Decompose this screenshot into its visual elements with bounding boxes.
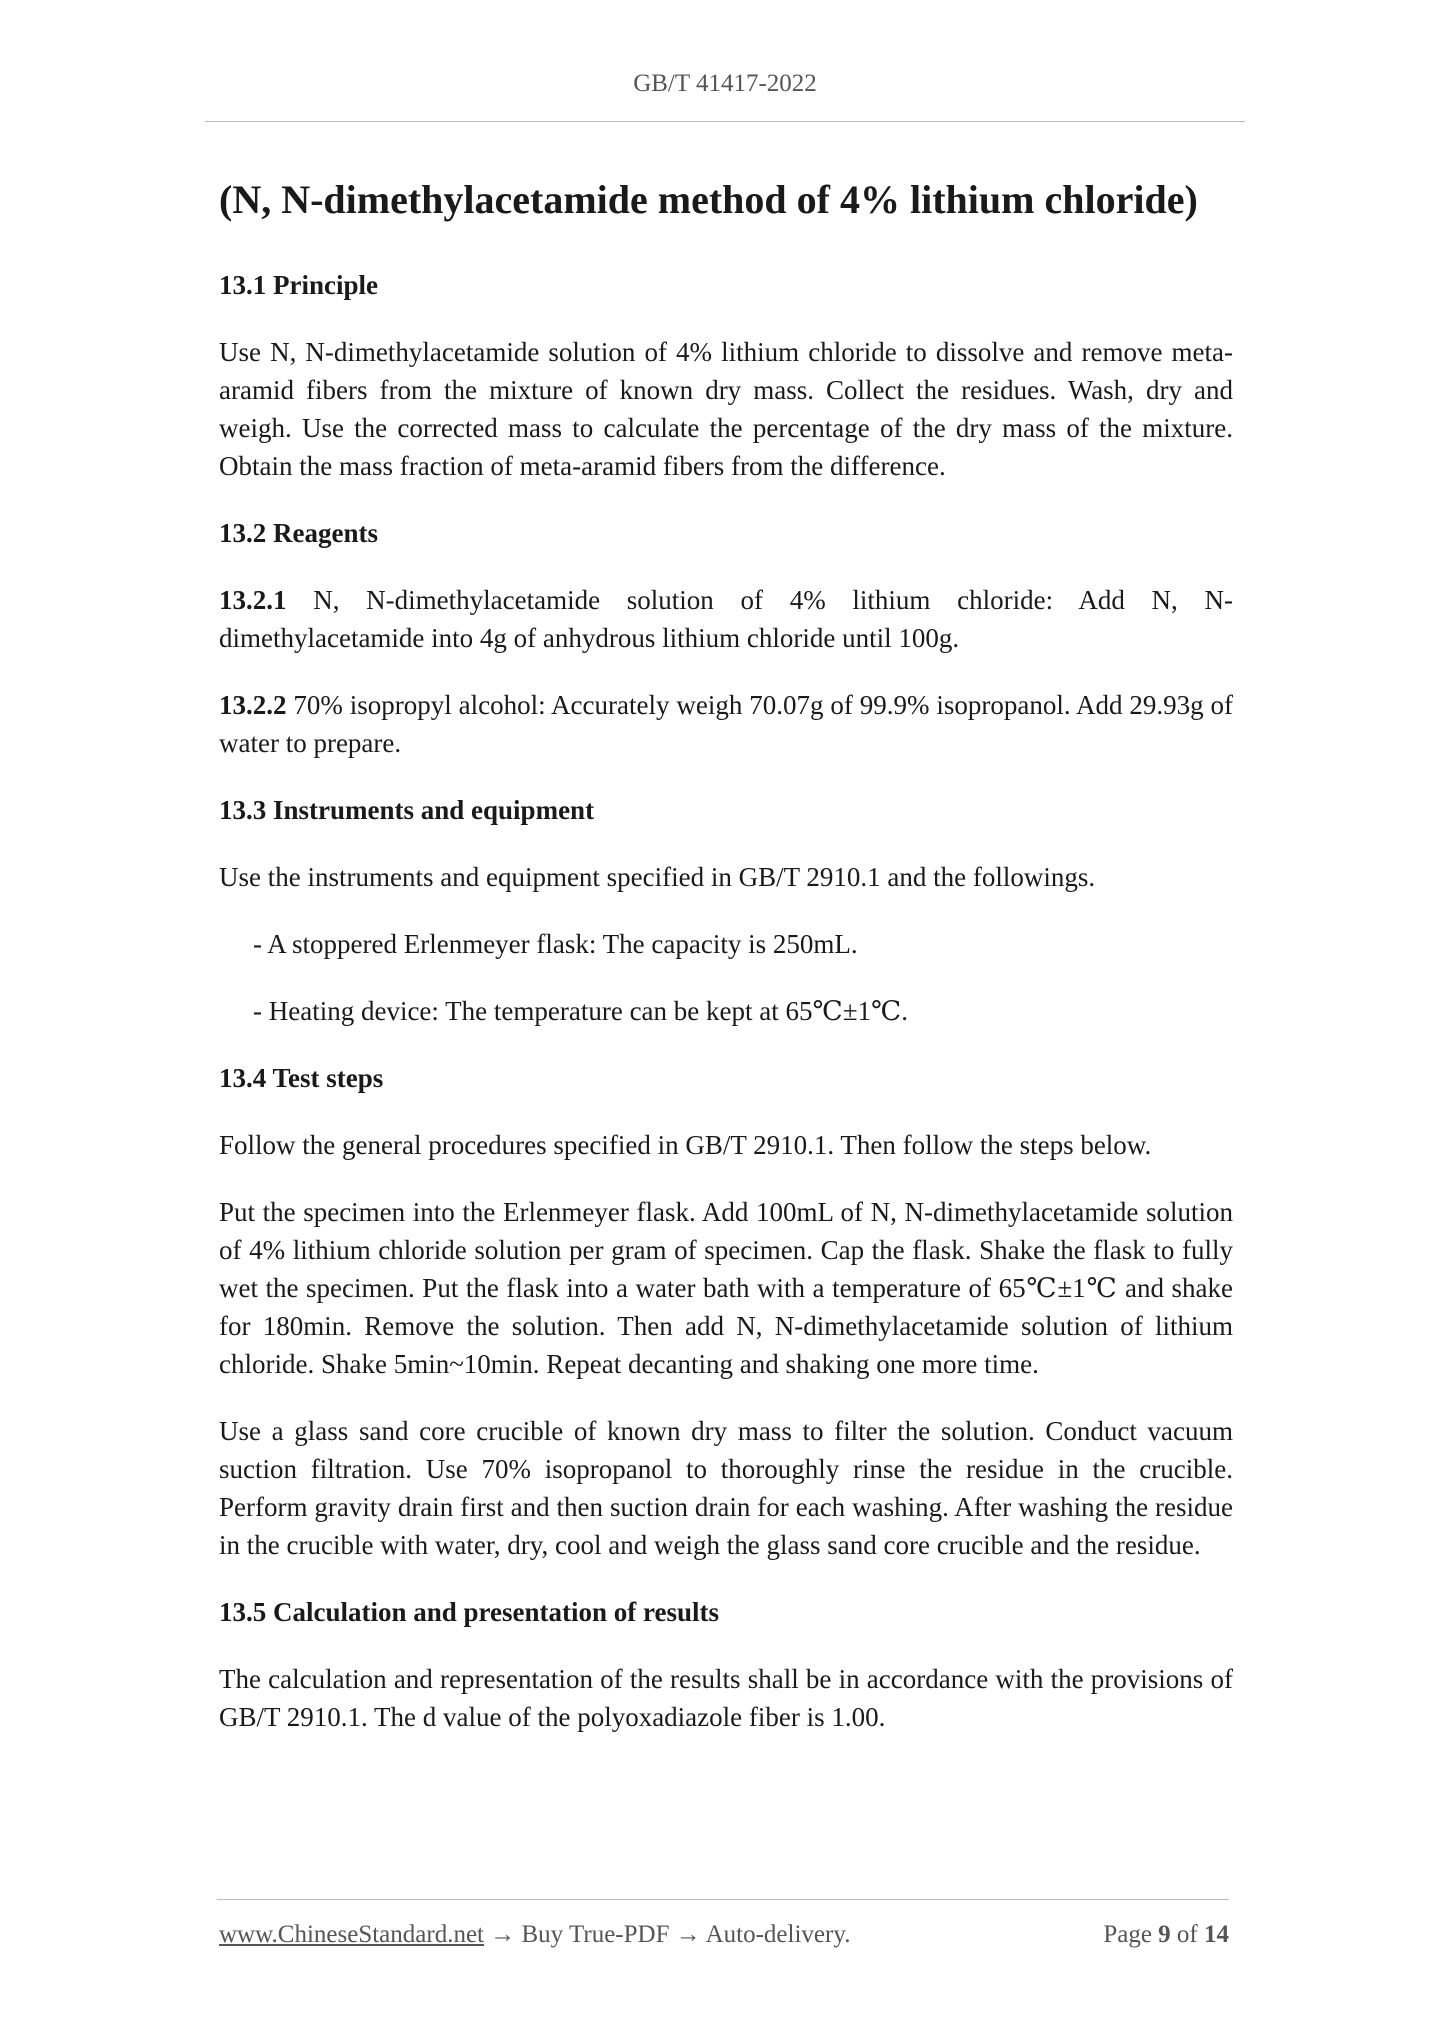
equipment-item-heating-device: - Heating device: The temperature can be kept at 65℃±1℃.	[253, 996, 908, 1026]
page-number: 9	[1158, 1921, 1171, 1948]
section-13-1-text: Use N, N-dimethylacetamide solution of 4% lithium chloride to dissolve and remove meta-aramid fibers from the mixture of known dry mass. Collect the residues. Wash, dry and weigh. Use the corrected mass to calculate the percentage of the dry mass of the mixture. Obtain the mass fraction of meta-aramid fibers from the difference.	[219, 337, 1233, 481]
section-13-4-paragraph-3: Use a glass sand core crucible of known dry mass to filter the solution. Conduct vacuum suction filtration. Use 70% isopropanol to thoroughly rinse the residue in the crucible. Perform gravity drain first and then suction drain for each washing. After washing the residue in the crucible with water, dry, cool and weigh the glass sand core crucible and the residue.	[219, 1416, 1233, 1560]
section-13-3-heading: 13.3 Instruments and equipment	[219, 795, 595, 825]
section-13-4-paragraph-1: Follow the general procedures specified in GB/T 2910.1. Then follow the steps below.	[219, 1130, 1152, 1160]
page-indicator	[1103, 1918, 1229, 1952]
page-total: 14	[1204, 1921, 1229, 1948]
footer-divider	[217, 1899, 1229, 1900]
section-13-4-paragraph-2: Put the specimen into the Erlenmeyer flask. Add 100mL of N, N-dimethylacetamide solution of 4% lithium chloride solution per gram of specimen. Cap the flask. Shake the flask to fully wet the specimen. Put the flask into a water bath with a temperature of 65℃±1℃ and shake for 180min. Remove the solution. Then add N, N-dimethylacetamide solution of lithium chloride. Shake 5min~10min. Repeat decanting and shaking one more time.	[219, 1197, 1233, 1379]
section-13-1-heading: 13.1 Principle	[219, 270, 378, 300]
page-title: (N, N-dimethylacetamide method of 4% lithium chloride)	[219, 177, 1198, 222]
section-13-5-heading: 13.5 Calculation and presentation of results	[219, 1597, 720, 1627]
footer-promo-text: → Buy True-PDF → Auto-delivery.	[484, 1921, 851, 1948]
section-13-3-text: Use the instruments and equipment specified in GB/T 2910.1 and the followings.	[219, 862, 1096, 892]
document-header-id: GB/T 41417-2022	[633, 70, 817, 97]
page-label: Page	[1103, 1921, 1152, 1948]
reagent-13-2-1-text: N, N-dimethylacetamide solution of 4% lithium chloride: Add N, N-dimethylacetamide into 4g of anhydrous lithium chloride until 100g.	[219, 585, 1233, 653]
equipment-item-flask: - A stoppered Erlenmeyer flask: The capacity is 250mL.	[253, 929, 858, 959]
page-of-label: of	[1176, 1921, 1198, 1948]
reagent-13-2-2	[219, 686, 1233, 762]
page-footer	[219, 1918, 1229, 1952]
website-link[interactable]: www.ChineseStandard.net	[219, 1921, 484, 1948]
reagent-13-2-2-text: 70% isopropyl alcohol: Accurately weigh 70.07g of 99.9% isopropanol. Add 29.93g of water to prepare.	[219, 690, 1233, 758]
header-divider	[205, 121, 1245, 122]
reagent-13-2-2-number: 13.2.2	[219, 690, 287, 720]
section-13-2-heading: 13.2 Reagents	[219, 518, 378, 548]
section-13-5-text: The calculation and representation of the results shall be in accordance with the provisions of GB/T 2910.1. The d value of the polyoxadiazole fiber is 1.00.	[219, 1664, 1233, 1732]
page-body	[219, 168, 1233, 1765]
reagent-13-2-1-number: 13.2.1	[219, 585, 287, 615]
section-13-4-heading: 13.4 Test steps	[219, 1063, 384, 1093]
reagent-13-2-1	[219, 581, 1233, 657]
